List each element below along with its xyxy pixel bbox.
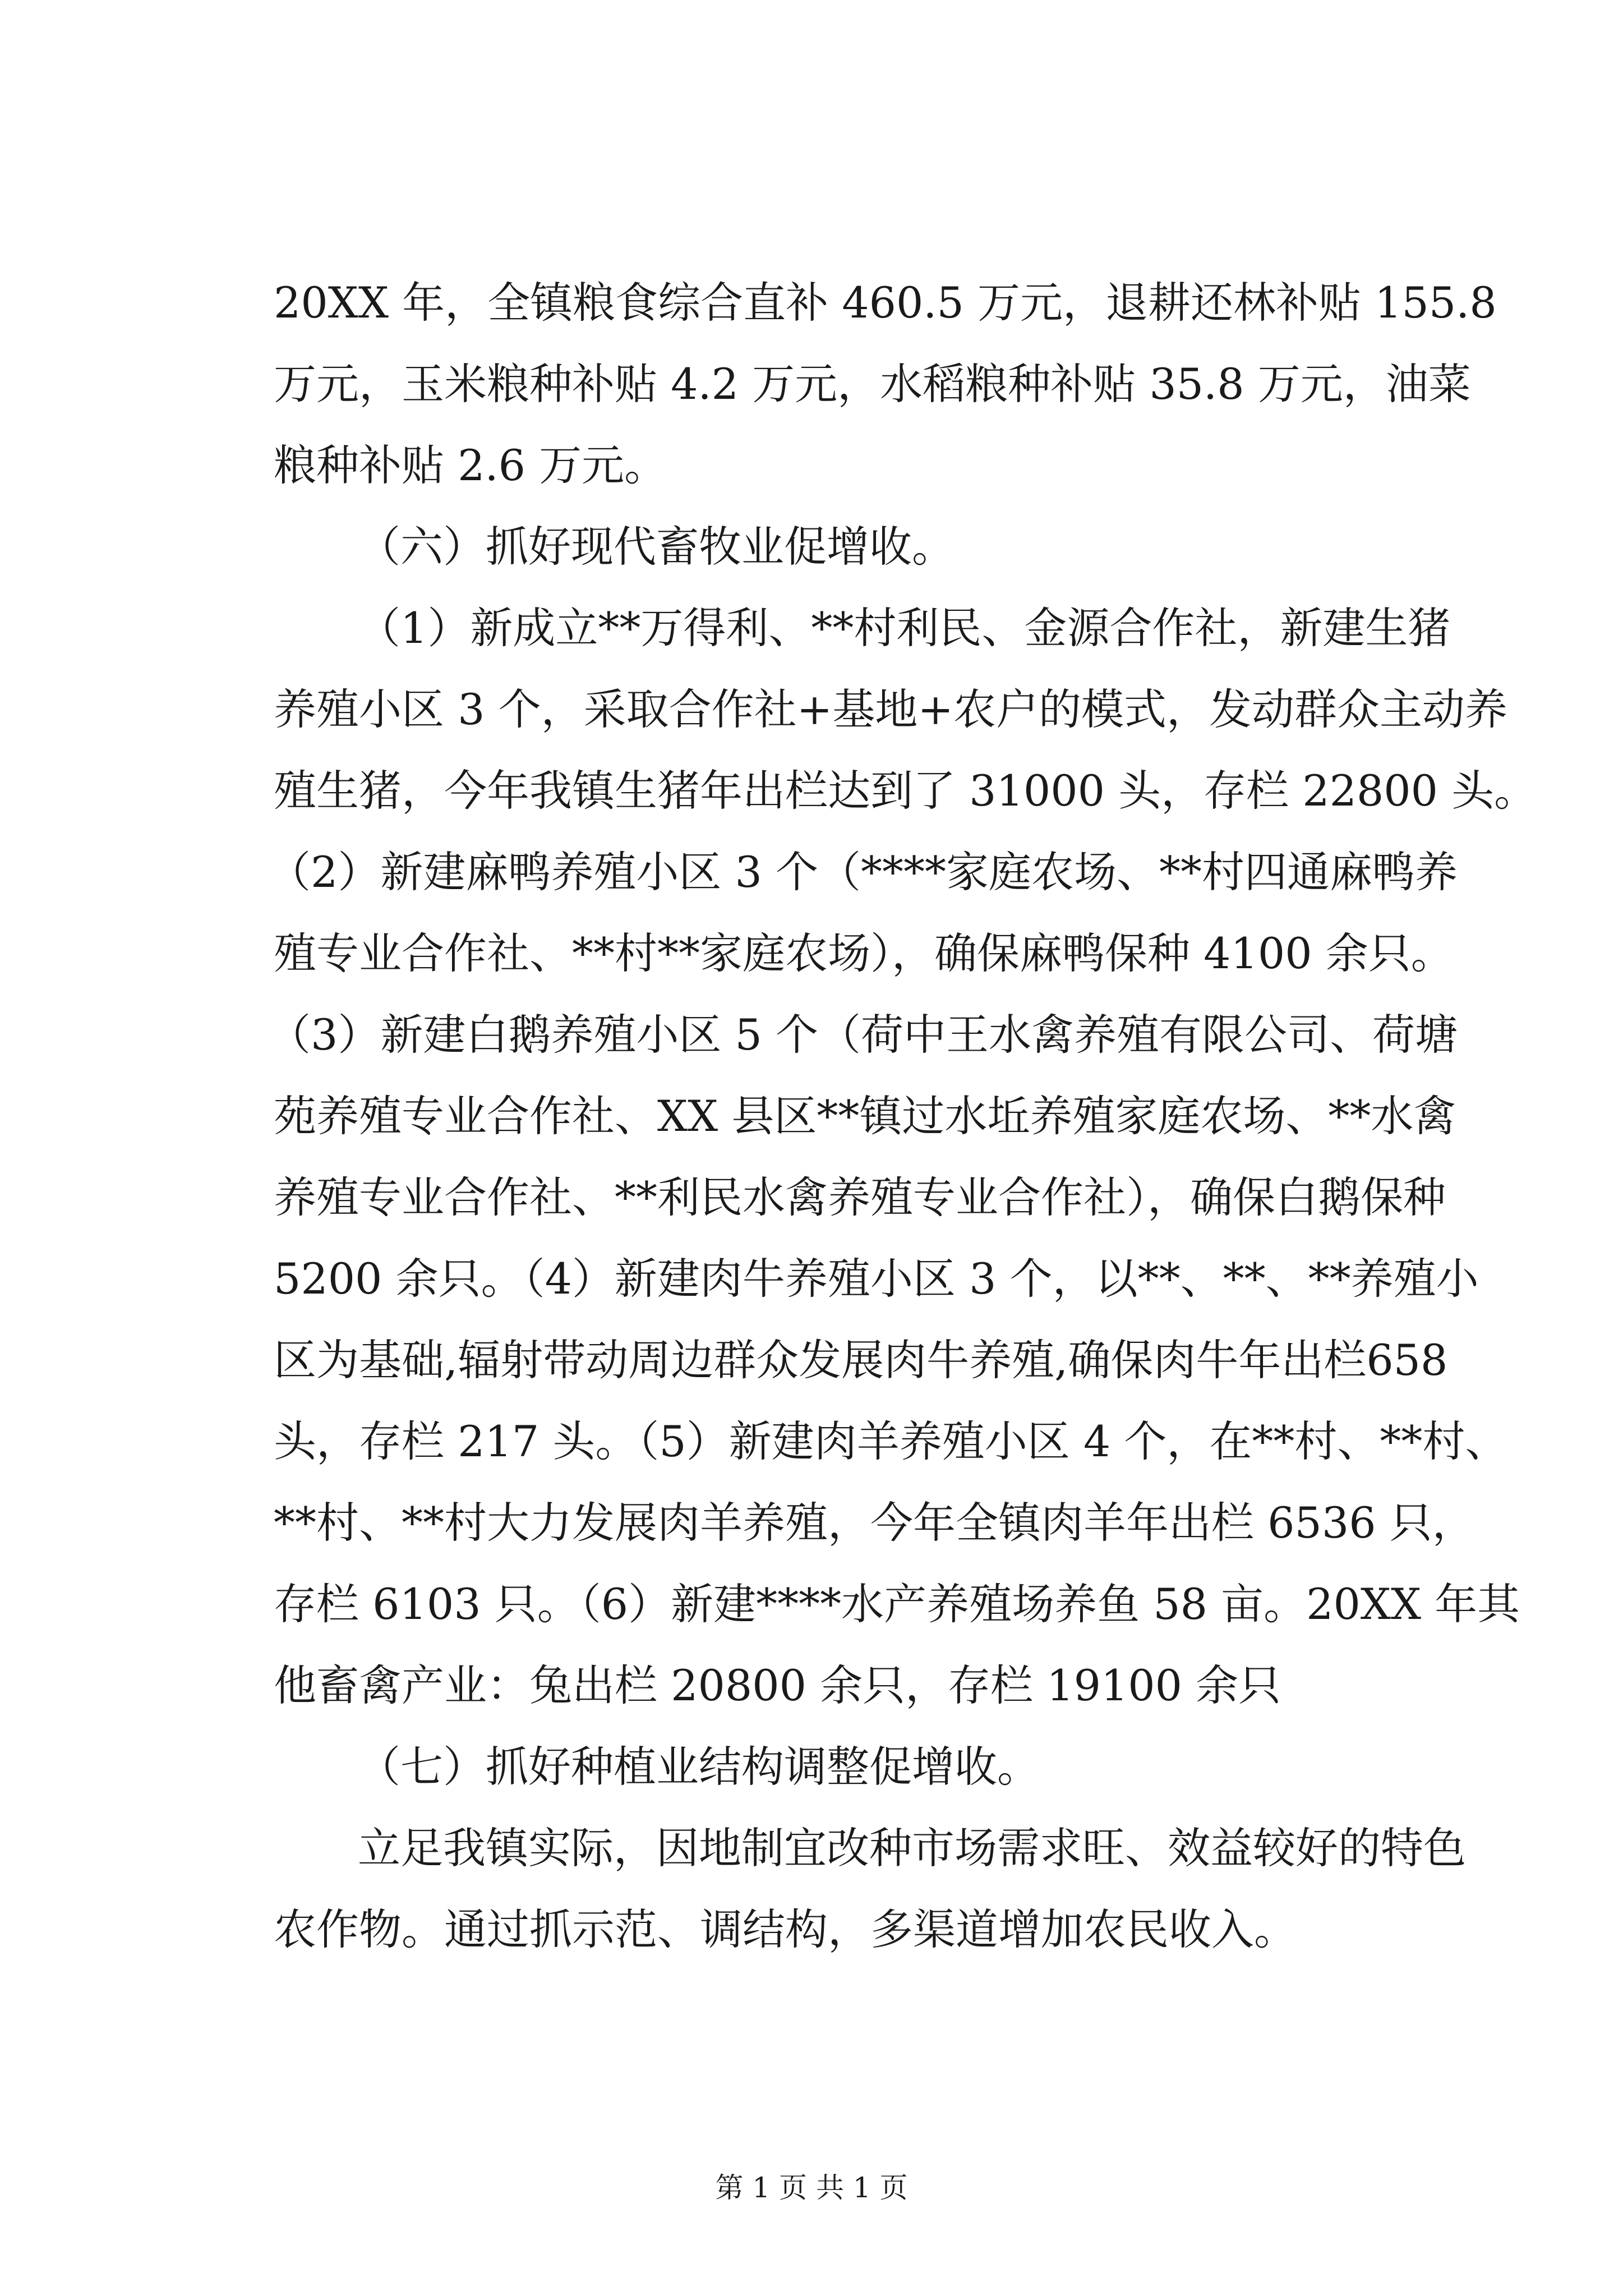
text-line: 区为基础,辐射带动周边群众发展肉牛养殖,确保肉牛年出栏658 (274, 1335, 1448, 1385)
text-line: 养殖小区 3 个，采取合作社+基地+农户的模式，发动群众主动养 (274, 684, 1508, 734)
text-line: 立足我镇实际，因地制宜改种市场需求旺、效益较好的特色 (358, 1823, 1466, 1873)
text-line: 存栏 6103 只。（6）新建****水产养殖场养鱼 58 亩。20XX 年其 (274, 1579, 1520, 1629)
text-line: （2）新建麻鸭养殖小区 3 个（****家庭农场、**村四通麻鸭养 (268, 847, 1458, 897)
section-heading-6: （六）抓好现代畜牧业促增收。 (358, 522, 955, 572)
text-line: **村、**村大力发展肉羊养殖，今年全镇肉羊年出栏 6536 只， (274, 1498, 1475, 1548)
text-line: 殖生猪，今年我镇生猪年出栏达到了 31000 头，存栏 22800 头。 (274, 766, 1537, 816)
page-number-footer: 第 1 页 共 1 页 (715, 2171, 908, 2204)
text-line: （3）新建白鹅养殖小区 5 个（荷中王水禽养殖有限公司、荷塘 (268, 1010, 1458, 1060)
text-line: 头，存栏 217 头。（5）新建肉羊养殖小区 4 个，在**村、**村、 (274, 1416, 1508, 1466)
text-line: 粮种补贴 2.6 万元。 (274, 440, 667, 490)
text-line: （1）新成立**万得利、**村利民、金源合作社，新建生猪 (358, 603, 1451, 653)
text-line: 苑养殖专业合作社、XX 县区**镇过水坵养殖家庭农场、**水禽 (274, 1091, 1456, 1141)
text-line: 养殖专业合作社、**利民水禽养殖专业合作社），确保白鹅保种 (274, 1172, 1446, 1222)
text-line: 他畜禽产业：兔出栏 20800 余只，存栏 19100 余只 (274, 1660, 1281, 1710)
text-line: 20XX 年，全镇粮食综合直补 460.5 万元，退耕还林补贴 155.8 (274, 278, 1497, 328)
text-line: 农作物。通过抓示范、调结构，多渠道增加农民收入。 (274, 1904, 1297, 1954)
text-line: 万元，玉米粮种补贴 4.2 万元，水稻粮种补贴 35.8 万元，油菜 (274, 359, 1471, 409)
text-line: 殖专业合作社、**村**家庭农场），确保麻鸭保种 4100 余只。 (274, 928, 1454, 978)
text-line: 5200 余只。（4）新建肉牛养殖小区 3 个，以**、**、**养殖小 (274, 1254, 1479, 1304)
section-heading-7: （七）抓好种植业结构调整促增收。 (358, 1742, 1040, 1792)
